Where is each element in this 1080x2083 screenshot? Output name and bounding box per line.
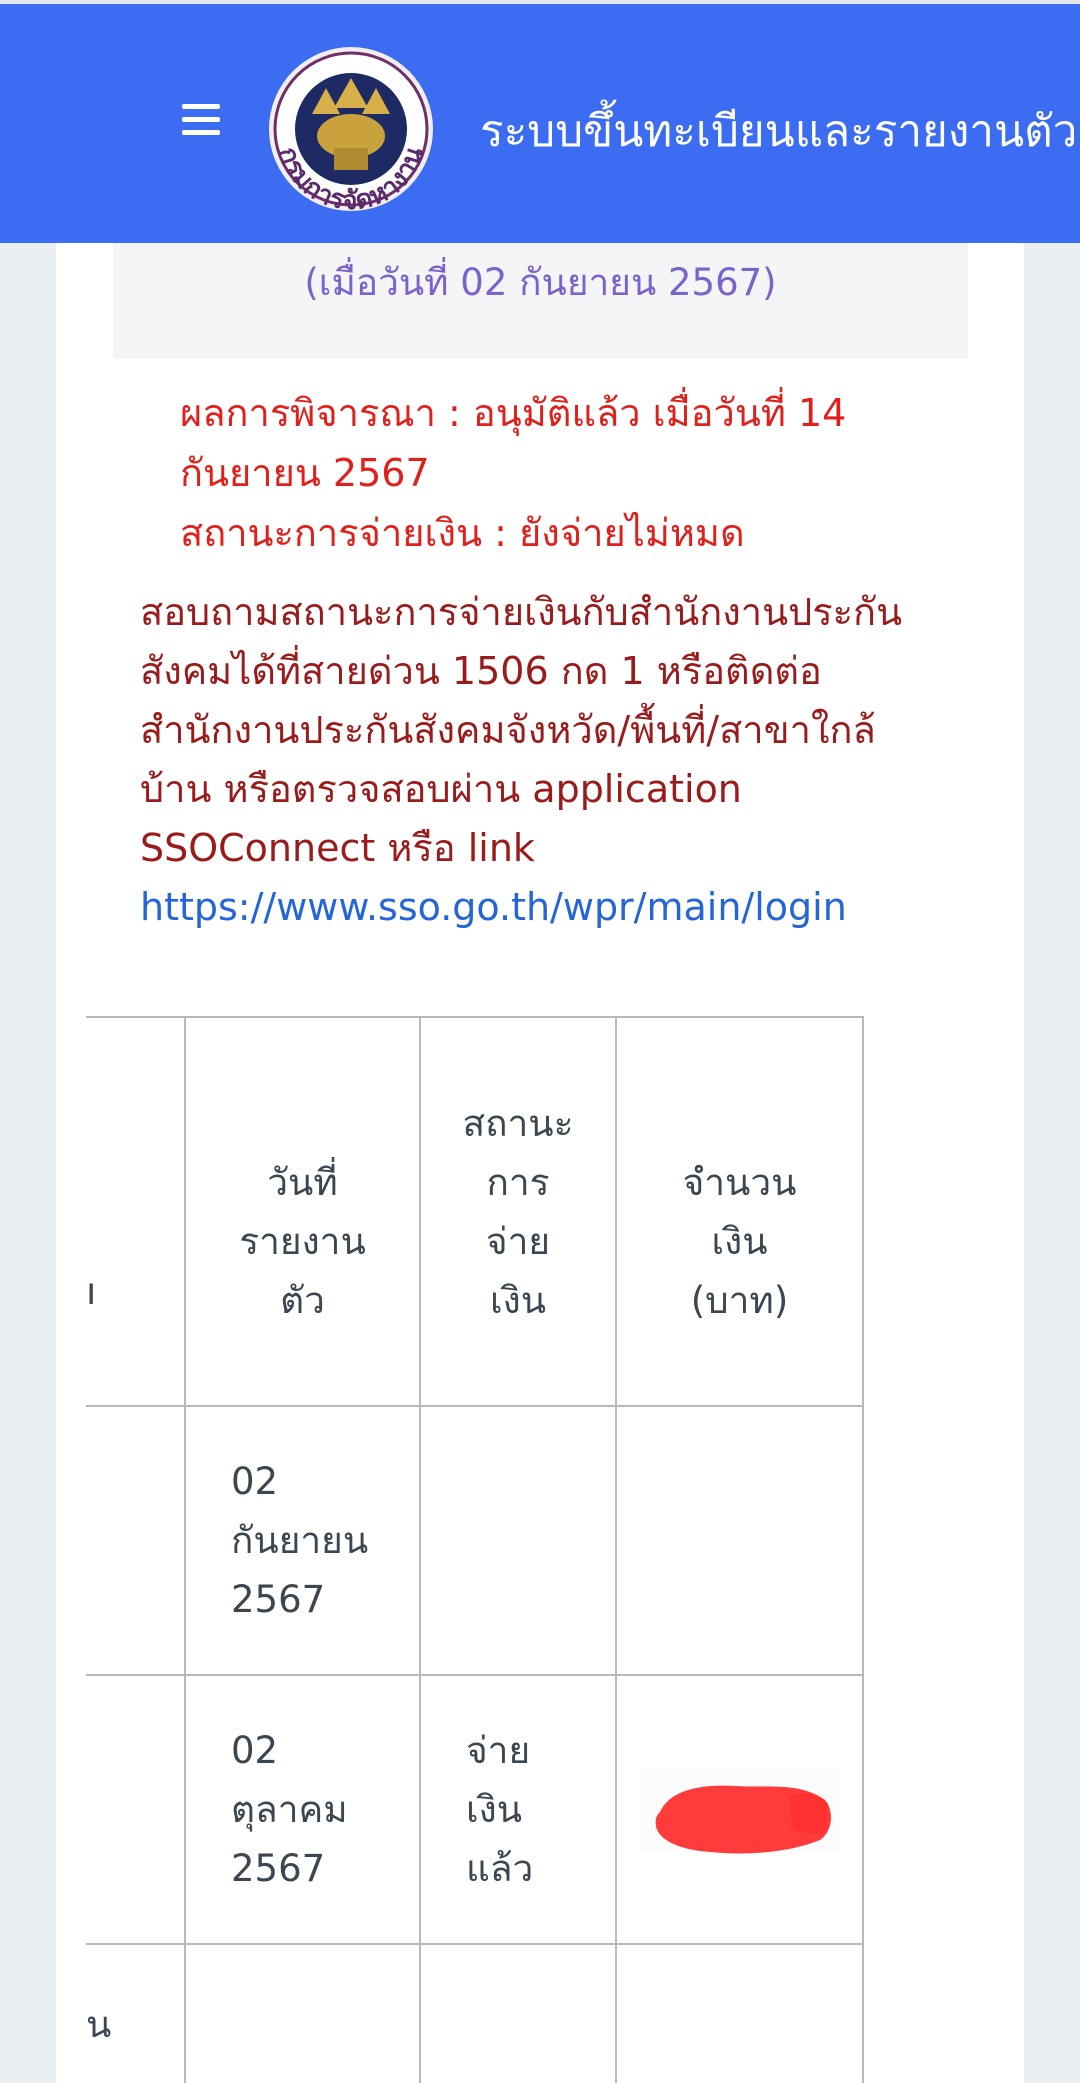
header-label: การ	[486, 1160, 550, 1204]
report-table	[86, 1016, 864, 2083]
header-label: เงิน	[711, 1220, 768, 1263]
header-report-date	[185, 1017, 420, 1406]
header-label: (บาท)	[690, 1279, 789, 1322]
row-cut-cell	[86, 1675, 185, 1944]
table-row	[86, 1675, 863, 1944]
cell-text: กันยายน	[231, 1519, 369, 1562]
header-label: รายงาน	[239, 1220, 366, 1263]
header-cut-column	[86, 1017, 185, 1406]
notice-line: SSOConnect หรือ link	[140, 826, 535, 870]
row-report-date	[185, 1944, 420, 2083]
header-amount	[616, 1017, 863, 1406]
row-payment-status	[420, 1406, 616, 1675]
cell-text: ตุลาคม	[231, 1788, 348, 1831]
cell-text: 02	[231, 1460, 279, 1503]
registration-date: (เมื่อวันที่ 02 กันยายน 2567)	[304, 261, 777, 304]
header-label: สถานะ	[462, 1101, 574, 1145]
hamburger-menu-button[interactable]	[182, 104, 220, 136]
status-bar-edge	[0, 0, 1080, 4]
svg-text:กรมการจัดหางาน: กรมการจัดหางาน	[272, 143, 430, 217]
hamburger-icon-bar	[182, 117, 220, 122]
table-row	[86, 1944, 863, 2083]
header-label: จ่าย	[485, 1219, 551, 1263]
header-label: วันที่	[267, 1161, 338, 1204]
sso-login-link[interactable]: https://www.sso.go.th/wpr/main/login	[140, 885, 847, 929]
header-payment-status	[420, 1017, 616, 1406]
result-status-line: ผลการพิจารณา : อนุมัติแล้ว เมื่อวันที่ 14	[180, 391, 847, 435]
notice-line: สอบถามสถานะการจ่ายเงินกับสำนักงานประกัน	[140, 590, 903, 634]
page-title: ระบบขึ้นทะเบียนและรายงานตัว	[480, 106, 1078, 157]
app-header	[0, 0, 1080, 243]
row-amount	[616, 1944, 863, 2083]
header-label: จำนวน	[682, 1161, 797, 1204]
header-cut-label: ı	[86, 1270, 97, 1313]
registration-date-box	[113, 243, 968, 359]
row-report-date	[185, 1406, 420, 1675]
row-amount	[616, 1406, 863, 1675]
hamburger-icon-bar	[182, 130, 220, 135]
cell-text: น	[86, 2003, 112, 2046]
content-panel	[56, 243, 1024, 2083]
payment-status-line: สถานะการจ่ายเงิน : ยังจ่ายไม่หมด	[180, 511, 745, 555]
cell-text: แล้ว	[466, 1847, 534, 1890]
row-amount	[616, 1675, 863, 1944]
emblem-icon	[248, 36, 458, 236]
row-report-date	[185, 1675, 420, 1944]
table-header-row	[86, 1017, 863, 1406]
contact-notice	[140, 583, 940, 937]
notice-line: สำนักงานประกันสังคมจังหวัด/พื้นที่/สาขาใกล้	[140, 708, 876, 752]
row-payment-status	[420, 1675, 616, 1944]
hamburger-icon	[182, 104, 220, 109]
cell-text: จ่าย	[466, 1729, 531, 1772]
row-cut-cell	[86, 1944, 185, 2083]
notice-line: บ้าน หรือตรวจสอบผ่าน application	[140, 767, 742, 811]
row-payment-status	[420, 1944, 616, 2083]
table-row	[86, 1406, 863, 1675]
row-cut-cell	[86, 1406, 185, 1675]
notice-line: สังคมได้ที่สายด่วน 1506 กด 1 หรือติดต่อ	[140, 649, 822, 693]
redaction-scribble	[640, 1760, 840, 1860]
cell-text: 02	[231, 1729, 279, 1772]
result-date-line: กันยายน 2567	[180, 451, 430, 495]
cell-text: 2567	[231, 1578, 326, 1621]
header-label: เงิน	[489, 1278, 546, 1322]
header-label: ตัว	[280, 1279, 325, 1322]
cell-text: เงิน	[466, 1788, 523, 1831]
result-block	[180, 383, 900, 563]
cell-text: 2567	[231, 1847, 326, 1890]
department-emblem-logo[interactable]	[248, 36, 458, 240]
